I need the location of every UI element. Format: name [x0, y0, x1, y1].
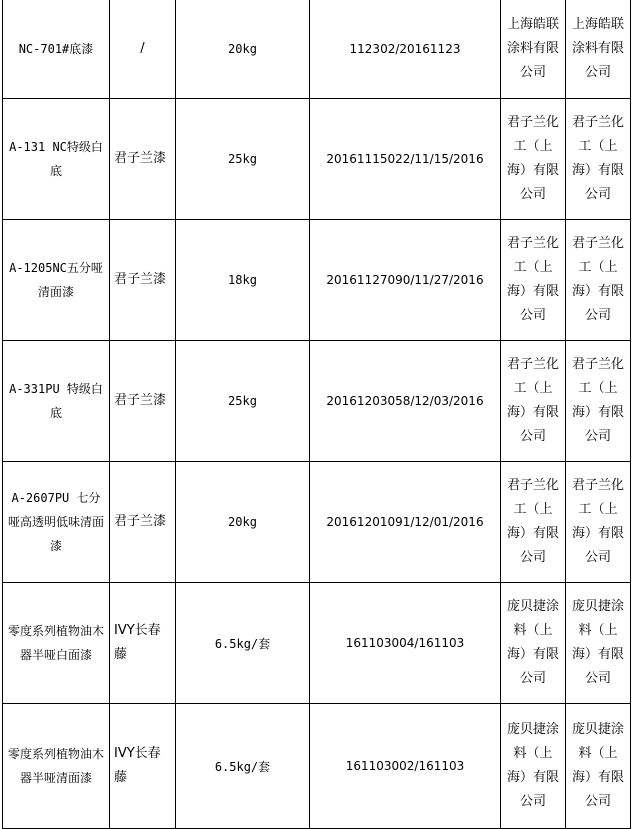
manufacturer-cell: 上海皓联涂料有限公司 — [501, 0, 566, 99]
table-row — [3, 583, 631, 704]
supplier-cell: 君子兰化工（上海）有限公司 — [566, 220, 631, 341]
brand-cell: 君子兰漆 — [110, 220, 176, 341]
manufacturer-cell: 君子兰化工（上海）有限公司 — [501, 220, 566, 341]
supplier-cell: 君子兰化工（上海）有限公司 — [566, 341, 631, 462]
manufacturer-cell: 君子兰化工（上海）有限公司 — [501, 462, 566, 583]
supplier-cell: 庞贝捷涂料（上海）有限公司 — [566, 583, 631, 704]
table-row — [3, 220, 631, 341]
product-name-cell: A-2607PU 七分哑高透明低味清面漆 — [3, 462, 110, 583]
brand-cell: 君子兰漆 — [110, 341, 176, 462]
table-row — [3, 704, 631, 829]
table-row — [3, 99, 631, 220]
batch-cell: 161103004/161103 — [310, 583, 501, 704]
spec-cell: 6.5kg/套 — [176, 704, 310, 829]
supplier-cell: 庞贝捷涂料（上海）有限公司 — [566, 704, 631, 829]
spec-cell: 20kg — [176, 462, 310, 583]
supplier-cell: 君子兰化工（上海）有限公司 — [566, 462, 631, 583]
spec-cell: 20kg — [176, 0, 310, 99]
table-row — [3, 462, 631, 583]
product-name-cell: A-1205NC五分哑清面漆 — [3, 220, 110, 341]
batch-cell: 20161201091/12/01/2016 — [310, 462, 501, 583]
table-row — [3, 341, 631, 462]
product-name-cell: NC-701#底漆 — [3, 0, 110, 99]
batch-cell: 161103002/161103 — [310, 704, 501, 829]
spec-cell: 25kg — [176, 341, 310, 462]
batch-cell: 20161115022/11/15/2016 — [310, 99, 501, 220]
supplier-cell: 君子兰化工（上海）有限公司 — [566, 99, 631, 220]
batch-cell: 20161203058/12/03/2016 — [310, 341, 501, 462]
manufacturer-cell: 庞贝捷涂料（上海）有限公司 — [501, 704, 566, 829]
manufacturer-cell: 君子兰化工（上海）有限公司 — [501, 341, 566, 462]
manufacturer-cell: 君子兰化工（上海）有限公司 — [501, 99, 566, 220]
product-name-cell: A-331PU 特级白底 — [3, 341, 110, 462]
product-name-cell: 零度系列植物油木器半哑白面漆 — [3, 583, 110, 704]
product-table — [2, 0, 631, 829]
batch-cell: 20161127090/11/27/2016 — [310, 220, 501, 341]
spec-cell: 6.5kg/套 — [176, 583, 310, 704]
supplier-cell: 上海皓联涂料有限公司 — [566, 0, 631, 99]
product-name-cell: A-131 NC特级白底 — [3, 99, 110, 220]
table-row — [3, 0, 631, 99]
brand-cell: IVY长春藤 — [110, 583, 176, 704]
product-name-cell: 零度系列植物油木器半哑清面漆 — [3, 704, 110, 829]
spec-cell: 18kg — [176, 220, 310, 341]
brand-cell: / — [110, 0, 176, 99]
brand-cell: IVY长春藤 — [110, 704, 176, 829]
brand-cell: 君子兰漆 — [110, 99, 176, 220]
manufacturer-cell: 庞贝捷涂料（上海）有限公司 — [501, 583, 566, 704]
spec-cell: 25kg — [176, 99, 310, 220]
batch-cell: 112302/20161123 — [310, 0, 501, 99]
brand-cell: 君子兰漆 — [110, 462, 176, 583]
